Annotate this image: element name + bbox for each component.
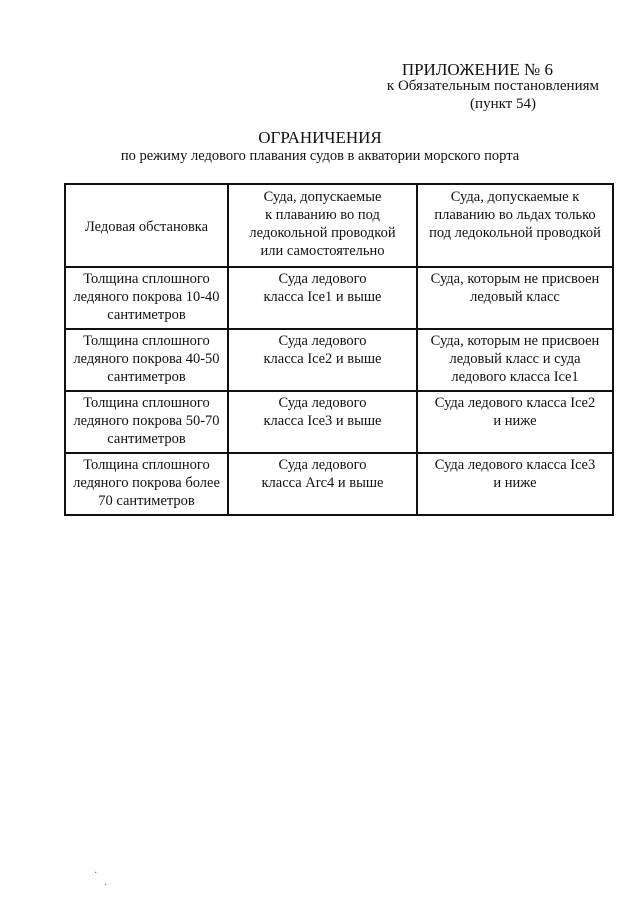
restrictions-table: [64, 183, 614, 516]
table-cell: Толщина сплошного ледяного покрова 40-50 сантиметров: [65, 329, 228, 391]
table-row: [65, 391, 613, 453]
table-cell: Суда, которым не присвоен ледовый класс и суда ледового класса Ice1: [417, 329, 613, 391]
document-title: ОГРАНИЧЕНИЯ: [258, 128, 382, 147]
table-row: [65, 329, 613, 391]
header-cell: Суда, допускаемые к плаванию во льдах только под ледокольной проводкой: [417, 184, 613, 267]
table-row: [65, 267, 613, 329]
table-header-row: [65, 184, 613, 267]
table-cell: Суда ледового класса Arc4 и выше: [228, 453, 417, 515]
table-cell: Толщина сплошного ледяного покрова 50-70 сантиметров: [65, 391, 228, 453]
appendix-reference: к Обязательным постановлениям: [386, 78, 599, 94]
table-cell: Суда ледового класса Ice3 и ниже: [417, 453, 613, 515]
table-cell: Суда ледового класса Ice1 и выше: [228, 267, 417, 329]
header-cell: Ледовая обстановка: [65, 184, 228, 267]
table-cell: Толщина сплошного ледяного покрова 10-40 сантиметров: [65, 267, 228, 329]
table-cell: Суда ледового класса Ice3 и выше: [228, 391, 417, 453]
table-cell: Толщина сплошного ледяного покрова более 70 сантиметров: [65, 453, 228, 515]
document-subtitle: по режиму ледового плавания судов в акватории морского порта: [120, 148, 520, 164]
header-cell: Суда, допускаемые к плаванию во под ледокольной проводкой или самостоятельно: [228, 184, 417, 267]
table-cell: Суда ледового класса Ice2 и ниже: [417, 391, 613, 453]
table-row: [65, 453, 613, 515]
table-cell: Суда ледового класса Ice2 и выше: [228, 329, 417, 391]
scan-speck: ·: [94, 868, 98, 879]
scan-speck: ·: [104, 880, 108, 891]
appendix-title: ПРИЛОЖЕНИЕ № 6: [401, 60, 553, 79]
appendix-clause: (пункт 54): [470, 96, 536, 112]
table-cell: Суда, которым не присвоен ледовый класс: [417, 267, 613, 329]
